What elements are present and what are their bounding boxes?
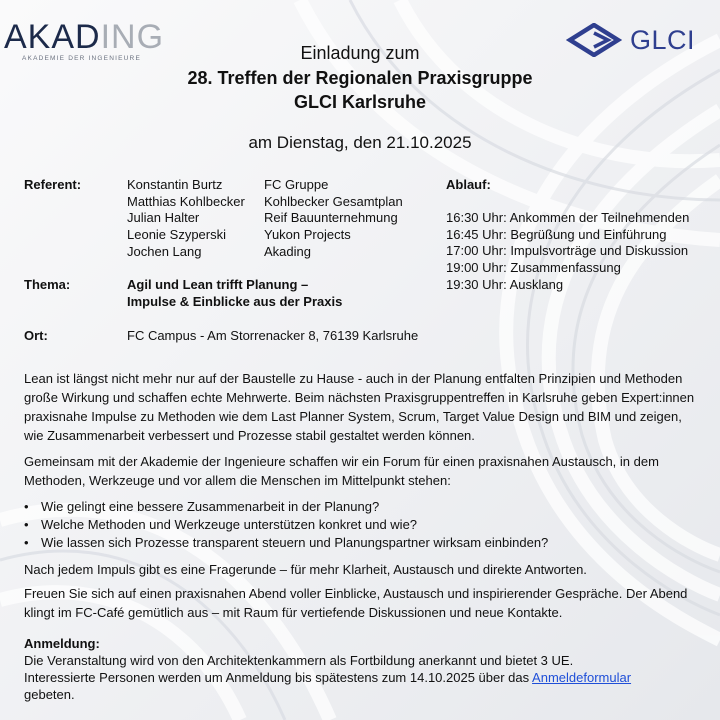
speaker-name: Jochen Lang	[127, 243, 202, 259]
schedule-item: 16:45 Uhr: Begrüßung und Einführung	[446, 226, 667, 242]
topic-label: Thema:	[24, 277, 71, 292]
speaker-name: Julian Halter	[127, 210, 200, 226]
speaker-company: Akading	[264, 243, 311, 259]
list-item: • Wie gelingt eine bessere Zusammenarbeit in der Planung?	[24, 499, 380, 514]
location-label: Ort:	[24, 328, 48, 343]
registration-title: Anmeldung:	[24, 636, 100, 651]
akading-tagline: AKADEMIE DER INGENIEURE	[22, 55, 141, 62]
group-title: GLCI Karlsruhe	[293, 92, 427, 112]
speaker-names	[127, 177, 245, 261]
schedule-list	[446, 210, 689, 294]
meeting-title: 28. Treffen der Regionalen Praxisgruppe	[187, 68, 533, 88]
event-date: am Dienstag, den 21.10.2025	[248, 133, 472, 152]
list-item: • Wie lassen sich Prozesse transparent steuern und Planungspartner wirksam einbinden?	[24, 535, 549, 550]
location-value: FC Campus - Am Storrenacker 8, 76139 Karlsruhe	[127, 328, 419, 343]
schedule-item: 19:00 Uhr: Zusammenfassung	[446, 260, 621, 276]
schedule-item: 17:00 Uhr: Impulsvorträge und Diskussion	[446, 243, 689, 259]
speaker-company: FC Gruppe	[264, 177, 329, 192]
topic-line: Impulse & Einblicke aus der Praxis	[127, 293, 343, 309]
schedule-label: Ablauf:	[446, 177, 491, 192]
forum-paragraph: Gemeinsam mit der Akademie der Ingenieure schaffen wir ein Forum für einen praxisnahen Austausch, in dem Methoden, Werkzeuge und vor allem die Menschen im Mittelpunkt stehen:	[24, 454, 659, 488]
question-list	[24, 498, 548, 552]
invitation-heading: Einladung zum	[300, 43, 420, 63]
akading-logo-text: AKADING	[4, 18, 165, 56]
speaker-name: Konstantin Burtz	[127, 177, 223, 192]
registration-credits: Die Veranstaltung wird von den Architektenkammern als Fortbildung anerkannt und bietet 3 UE.	[24, 653, 574, 668]
registration-form-link[interactable]: Anmeldeformular	[532, 670, 632, 685]
topic-text	[127, 277, 342, 310]
speaker-companies	[264, 177, 403, 261]
intro-paragraph: Lean ist längst nicht mehr nur auf der Baustelle zu Hause - auch in der Planung entfalten Prinzipien und Methoden große Wirkung und schaffen echte Mehrwerte. Beim nächsten Praxisgruppentreffen in Karlsruhe geben Expert:innen praxisnahe Impulse zu Methoden wie dem Last Planner System, Scrum, Target Value Design und BIM und zeigen, wie Zusammenarbeit verbessert und Prozesse stabil gestaltet werden können.	[24, 371, 695, 443]
speaker-name: Matthias Kohlbecker	[127, 193, 245, 209]
speaker-company: Yukon Projects	[264, 227, 351, 243]
speakers-label: Referent:	[24, 177, 82, 192]
speaker-company: Kohlbecker Gesamtplan	[264, 193, 403, 209]
closing-paragraph: Freuen Sie sich auf einen praxisnahen Abend voller Einblicke, Austausch und inspirierender Gespräche. Der Abend klingt im FC-Café gemütlich aus – mit Raum für vertiefende Diskussionen und neue Kontakte.	[24, 586, 688, 620]
speaker-name: Leonie Szyperski	[127, 227, 226, 243]
qa-paragraph: Nach jedem Impuls gibt es eine Fragerunde – für mehr Klarheit, Austausch und direkte Antworten.	[24, 562, 587, 577]
schedule-item: 16:30 Uhr: Ankommen der Teilnehmenden	[446, 210, 690, 225]
topic-line: Agil und Lean trifft Planung –	[127, 277, 309, 292]
list-item: • Welche Methoden und Werkzeuge unterstützen konkret und wie?	[24, 517, 418, 532]
speaker-company: Reif Bauunternehmung	[264, 210, 398, 226]
registration-deadline: Interessierte Personen werden um Anmeldung bis spätestens zum 14.10.2025 über das Anmeldeformular	[24, 670, 632, 685]
registration-closing: gebeten.	[24, 687, 75, 702]
glci-logo-text: GLCI	[630, 24, 696, 55]
schedule-item: 19:30 Uhr: Ausklang	[446, 276, 564, 292]
